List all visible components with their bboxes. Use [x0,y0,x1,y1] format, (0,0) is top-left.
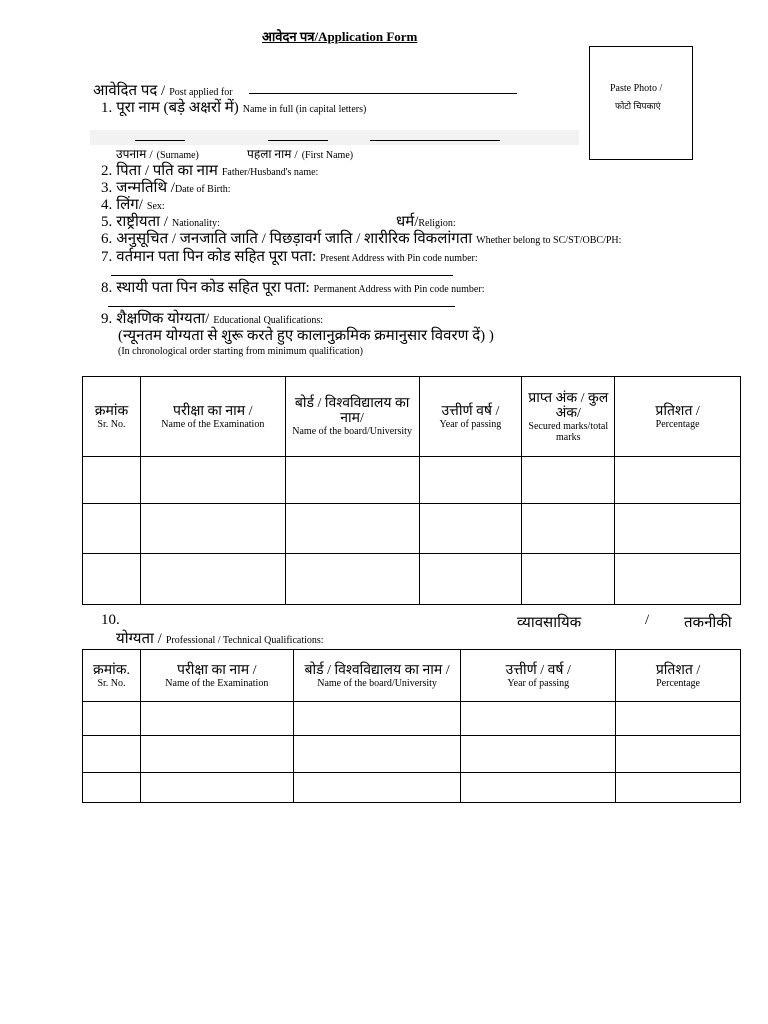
photo-label: Paste Photo / [610,83,663,94]
name-field-shade [90,130,579,145]
col-sr-no: क्रमांक Sr. No. [83,377,141,457]
item-5-nationality: 5. राष्ट्रीयता / Nationality: [101,214,220,230]
item-10-number: 10. [101,612,120,628]
table-row [83,702,741,736]
item-6-category: 6. अनुसूचित / जनजाति जाति / पिछड़ावर्ग जाति / शारीरिक विकलांगता Whether belong to SC/ST/OBC/PH: [101,231,622,247]
form-title: आवेदन पत्र/Application Form [262,29,418,44]
middle-name-field[interactable] [370,140,500,141]
item-2-father-name: 2. पिता / पति का नाम Father/Husband's name: [101,163,319,179]
col-exam-name: परीक्षा का नाम / Name of the Examination [140,377,285,457]
photo-box[interactable] [589,46,693,160]
post-applied-label: आवेदित पद / Post applied for [93,83,233,99]
col-board: बोर्ड / विश्वविद्यालय का नाम / Name of the board/University [293,650,461,702]
surname-label: उपनाम / (Surname) [116,147,199,161]
item-10-professional: व्यावसायिक [517,615,582,631]
item-10-separator: / [645,612,650,628]
post-applied-field[interactable] [249,93,517,94]
item-4-sex: 4. लिंग/ Sex: [101,197,165,213]
education-table-header [83,377,741,457]
item-9-note-hindi: (न्यूनतम योग्यता से शुरू करते हुए कालानुक्रमिक क्रमानुसार विवरण दें) ) [118,328,494,344]
item-1-name-label: 1. पूरा नाम (बड़े अक्षरों में) Name in full (in capital letters) [101,100,367,116]
item-9-education: 9. शैक्षणिक योग्यता/ Educational Qualifications: [101,311,323,327]
item-10-label: योग्यता / Professional / Technical Qualifications: [116,631,324,647]
col-marks: प्राप्त अंक / कुल अंक/ Secured marks/total marks [522,377,615,457]
item-7-present-address: 7. वर्तमान पता पिन कोड सहित पूरा पता: Present Address with Pin code number: [101,249,478,265]
present-address-field[interactable] [111,275,453,276]
education-table [82,376,741,605]
photo-label-hindi: फोटो चिपकाएं [615,101,661,111]
first-name-label: पहला नाम / (First Name) [247,147,354,161]
table-row [83,736,741,773]
item-8-permanent-address: 8. स्थायी पता पिन कोड सहित पूरा पता: Permanent Address with Pin code number: [101,280,485,296]
col-sr-no: क्रमांक. Sr. No. [83,650,141,702]
table-row [83,504,741,554]
col-percentage: प्रतिशत / Percentage [615,377,741,457]
col-exam-name: परीक्षा का नाम / Name of the Examination [140,650,293,702]
first-name-field[interactable] [268,140,328,141]
professional-table [82,649,741,803]
religion-label: धर्म/Religion: [396,214,456,230]
col-percentage: प्रतिशत / Percentage [616,650,741,702]
table-row [83,554,741,605]
item-10-technical: तकनीकी [684,615,732,631]
col-board: बोर्ड / विश्वविद्यालय का नाम/ Name of the board/University [285,377,419,457]
table-row [83,773,741,803]
professional-table-header [83,650,741,702]
table-row [83,457,741,504]
col-year: उत्तीर्ण वर्ष / Year of passing [419,377,522,457]
item-9-note: (In chronological order starting from minimum qualification) [118,346,363,357]
item-3-dob: 3. जन्मतिथि /Date of Birth: [101,180,231,196]
permanent-address-field[interactable] [108,306,455,307]
surname-field[interactable] [135,140,185,141]
col-year: उत्तीर्ण / वर्ष / Year of passing [461,650,616,702]
